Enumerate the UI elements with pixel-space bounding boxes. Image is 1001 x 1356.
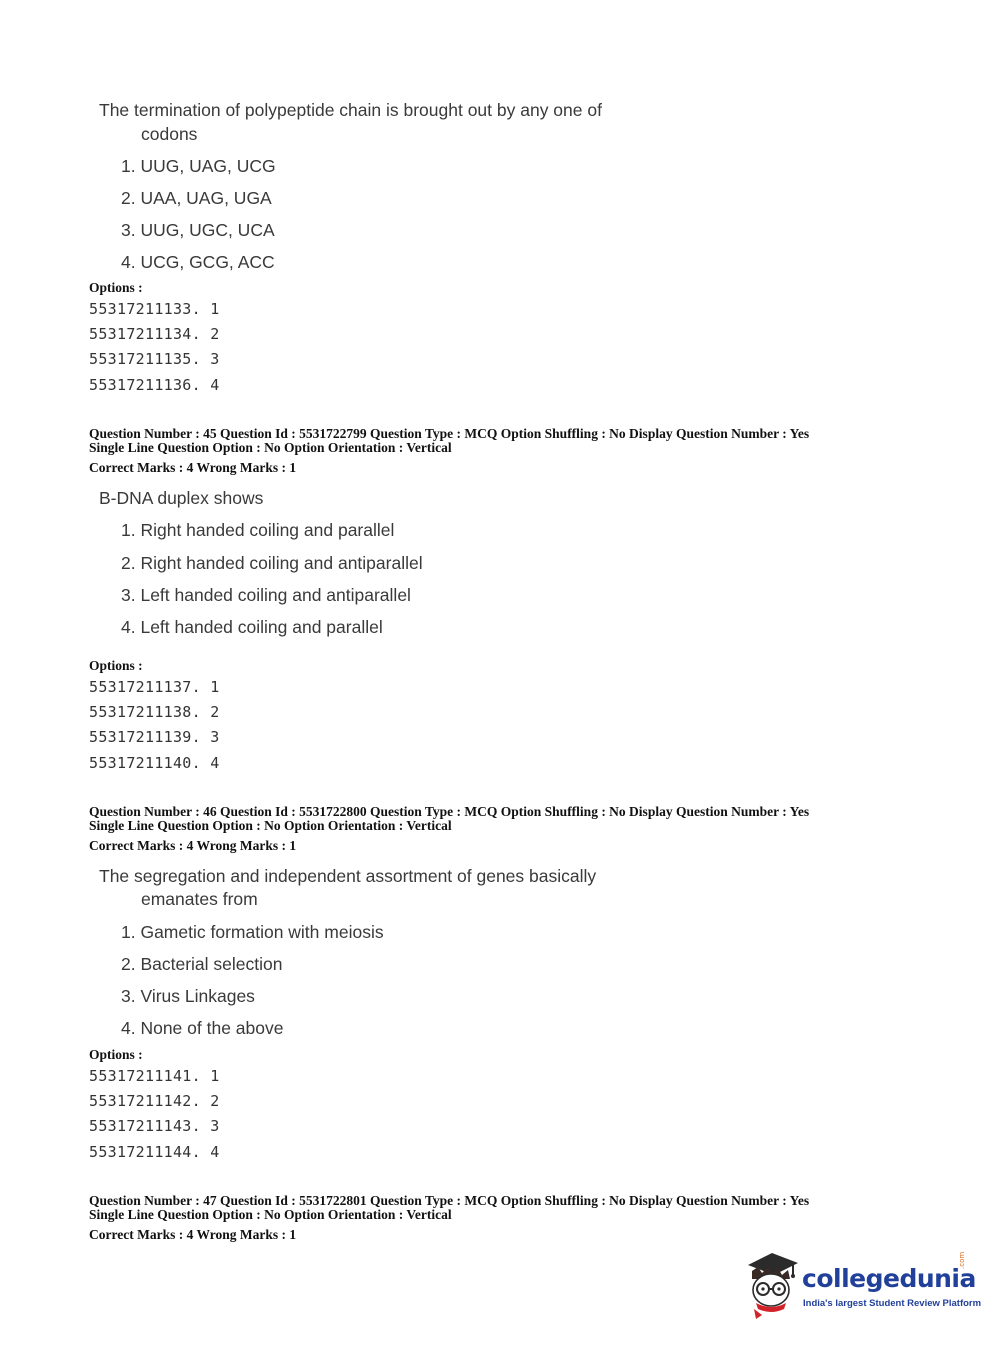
answer-choice: 3. Virus Linkages (121, 986, 255, 1006)
answer-choice: 1. Gametic formation with meiosis (121, 922, 384, 942)
question-meta: Single Line Question Option : No Option Orientation : Vertical (89, 1207, 452, 1222)
question-meta: Question Number : 45 Question Id : 5531722799 Question Type : MCQ Option Shuffling : No Display Question Number : Yes (89, 426, 810, 441)
answer-choice: 4. None of the above (121, 1018, 284, 1038)
brand-tagline: India's largest Student Review Platform (803, 1298, 982, 1309)
answer-choice: 1. UUG, UAG, UCG (121, 156, 276, 176)
option-id: 55317211137. 1 (89, 678, 220, 696)
option-id: 55317211139. 3 (89, 728, 220, 746)
question-marks: Correct Marks : 4 Wrong Marks : 1 (89, 1227, 297, 1242)
answer-choice: 4. UCG, GCG, ACC (121, 252, 275, 272)
answer-choice: 1. Right handed coiling and parallel (121, 520, 395, 540)
option-id: 55317211135. 3 (89, 350, 220, 368)
option-id: 55317211143. 3 (89, 1117, 220, 1135)
options-label: Options : (89, 1047, 143, 1062)
option-id: 55317211142. 2 (89, 1092, 220, 1110)
answer-choice: 3. UUG, UGC, UCA (121, 220, 275, 240)
answer-choice: 2. Bacterial selection (121, 954, 283, 974)
option-id: 55317211133. 1 (89, 300, 220, 318)
option-id: 55317211144. 4 (89, 1143, 220, 1161)
option-id: 55317211140. 4 (89, 754, 220, 772)
answer-choice: 4. Left handed coiling and parallel (121, 617, 383, 637)
answer-choice: 2. UAA, UAG, UGA (121, 188, 272, 208)
question-marks: Correct Marks : 4 Wrong Marks : 1 (89, 460, 297, 475)
question-meta: Question Number : 47 Question Id : 5531722801 Question Type : MCQ Option Shuffling : No Display Question Number : Yes (89, 1193, 810, 1208)
option-id: 55317211141. 1 (89, 1067, 220, 1085)
mascot-icon (742, 1249, 802, 1321)
question-marks: Correct Marks : 4 Wrong Marks : 1 (89, 838, 297, 853)
brand-name: collegedunia (802, 1264, 976, 1293)
option-id: 55317211136. 4 (89, 376, 220, 394)
options-label: Options : (89, 658, 143, 673)
answer-choice: 3. Left handed coiling and antiparallel (121, 585, 411, 605)
answer-choice: 2. Right handed coiling and antiparallel (121, 553, 423, 573)
question-text-line: codons (141, 124, 198, 144)
question-text-line: The segregation and independent assortment of genes basically (99, 866, 597, 886)
option-id: 55317211134. 2 (89, 325, 220, 343)
options-label: Options : (89, 280, 143, 295)
brand-suffix: .com (958, 1251, 966, 1269)
question-text-line: The termination of polypeptide chain is brought out by any one of (99, 100, 602, 120)
option-id: 55317211138. 2 (89, 703, 220, 721)
question-meta: Single Line Question Option : No Option Orientation : Vertical (89, 440, 452, 455)
question-text-line: B-DNA duplex shows (99, 488, 264, 508)
question-text-line: emanates from (141, 889, 258, 909)
question-meta: Single Line Question Option : No Option Orientation : Vertical (89, 818, 452, 833)
question-meta: Question Number : 46 Question Id : 5531722800 Question Type : MCQ Option Shuffling : No Display Question Number : Yes (89, 804, 810, 819)
